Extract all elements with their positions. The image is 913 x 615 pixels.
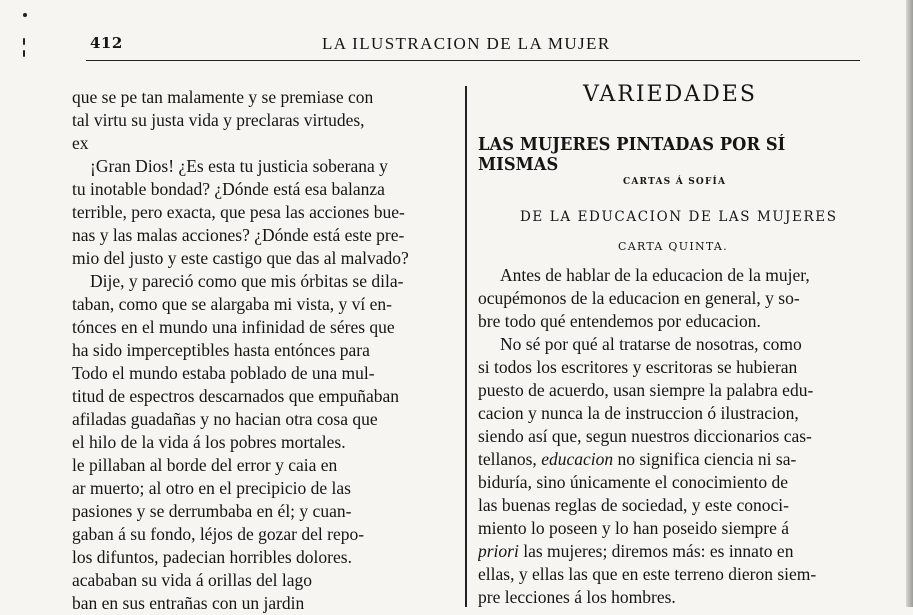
text-line: Todo el mundo estaba poblado de una mul- bbox=[72, 363, 375, 383]
text-line: tu inotable bondad? ¿Dónde está esa balanza bbox=[72, 179, 385, 199]
text-line: cacion y nunca la de instruccion ó ilustracion, bbox=[478, 403, 799, 423]
text-line: ex bbox=[72, 133, 89, 153]
text-line: las buenas reglas de sociedad, y este conoci- bbox=[478, 495, 789, 515]
italic-word: educacion bbox=[541, 449, 614, 469]
text-line bbox=[478, 540, 864, 563]
text-line: ban en sus entrañas con un jardin bbox=[72, 593, 305, 613]
chapter-title: DE LA EDUCACION DE LAS MUJERES bbox=[520, 209, 838, 225]
text-line: ¡Gran Dios! ¿Es esta tu justicia soberana y bbox=[90, 156, 388, 176]
text-line: nas y las malas acciones? ¿Dónde está este pre- bbox=[72, 225, 405, 245]
text-line: el hilo de la vida á los pobres mortales. bbox=[72, 432, 346, 452]
text-line: taban, como que se alargaba mi vista, y ví en- bbox=[72, 294, 392, 314]
article-title: LAS MUJERES PINTADAS POR SÍ MISMAS bbox=[478, 135, 786, 175]
running-head bbox=[0, 28, 913, 58]
publication-title: LA ILUSTRACION DE LA MUJER bbox=[322, 34, 611, 53]
text-line: ar muerto; al otro en el precipicio de las bbox=[72, 478, 351, 498]
text-line: acababan su vida á orillas del lago bbox=[72, 570, 313, 590]
text-line: pre lecciones á los hombres. bbox=[478, 587, 676, 607]
letter-number: CARTA QUINTA. bbox=[618, 240, 728, 253]
text-line: No sé por qué al tratarse de nosotras, como bbox=[500, 334, 802, 354]
text-line: terrible, pero exacta, que pesa las acciones bue- bbox=[72, 202, 405, 222]
margin-dot bbox=[23, 13, 27, 17]
text-line: si todos los escritores y escritoras se hubieran bbox=[478, 357, 798, 377]
text-line: ocupémonos de la educacion en general, y so- bbox=[478, 288, 800, 308]
text-line: miento lo poseen y lo han poseido siempre á bbox=[478, 518, 790, 538]
text-line: afiladas guadañas y no hacian otra cosa que bbox=[72, 409, 378, 429]
article-body bbox=[478, 264, 864, 609]
text-fragment: no significa ciencia ni sa- bbox=[613, 449, 797, 469]
text-line: le pillaban al borde del error y caia en bbox=[72, 455, 338, 475]
text-line: puesto de acuerdo, usan siempre la palabra edu- bbox=[478, 380, 814, 400]
text-line: mio del justo y este castigo que das al malvado? bbox=[72, 248, 409, 268]
left-column-text bbox=[72, 86, 460, 615]
header-rule bbox=[86, 60, 860, 61]
text-line: los difuntos, padecian horribles dolores. bbox=[72, 547, 352, 567]
page-number: 412 bbox=[90, 34, 123, 52]
text-fragment: tellanos, bbox=[478, 449, 542, 469]
text-line: tónces en el mundo una infinidad de séres que bbox=[72, 317, 395, 337]
text-line: ellas, y ellas las que en este terreno dieron siem- bbox=[478, 564, 817, 584]
text-line: biduría, sino únicamente el conocimiento de bbox=[478, 472, 789, 492]
text-line: tal virtu su justa vida y preclaras virtudes, bbox=[72, 110, 365, 130]
text-line bbox=[478, 448, 864, 471]
column-rule bbox=[465, 86, 467, 607]
text-line: que se pe tan malamente y se premiase con bbox=[72, 87, 374, 107]
text-line: pasiones y se derrumbaba en él; y cuan- bbox=[72, 501, 352, 521]
text-line: bre todo qué entendemos por educacion. bbox=[478, 311, 761, 331]
text-line: siendo así que, segun nuestros diccionarios cas- bbox=[478, 426, 812, 446]
letters-subtitle: CARTAS Á SOFÍA bbox=[623, 177, 727, 187]
text-line: titud de espectros descarnados que empuñaban bbox=[72, 386, 400, 406]
section-title: VARIEDADES bbox=[583, 82, 757, 107]
italic-word: priori bbox=[478, 541, 519, 561]
text-line: gaban á su fondo, léjos de gozar del repo- bbox=[72, 524, 365, 544]
page-edge-shadow bbox=[906, 0, 913, 607]
text-line: ha sido imperceptibles hasta entónces para bbox=[72, 340, 370, 360]
text-line: Dije, y pareció como que mis órbitas se dila- bbox=[90, 271, 404, 291]
text-line: Antes de hablar de la educacion de la mujer, bbox=[500, 265, 810, 285]
text-fragment: las mujeres; diremos más: es innato en bbox=[518, 541, 794, 561]
